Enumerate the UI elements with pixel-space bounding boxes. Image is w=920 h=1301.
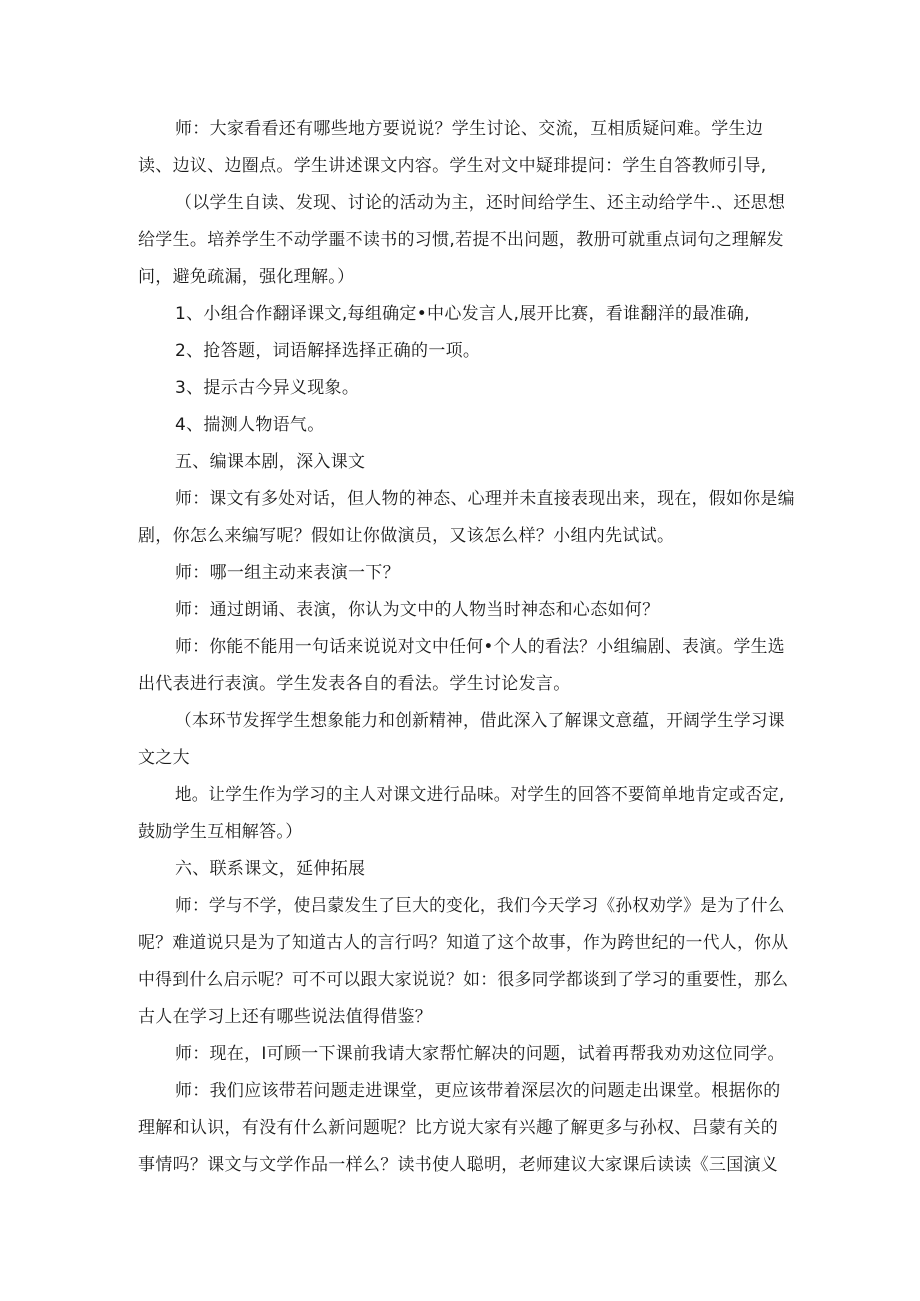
text-line-2: 读、边议、边圈点。学生讲述课文内容。学生对文中疑琲提问：学生自答教师引导, <box>138 156 767 176</box>
text-line-3: （以学生自读、发现、讨论的活动为主，还时间给学生、还主动给学牛.、还思想 <box>175 193 786 213</box>
text-line-24: 中得到什么启示呢？可不可以跟大家说说？如：很多同学都谈到了学习的重要性，那么 <box>138 970 789 990</box>
text-line-15: 师：你能不能用一句话来说说对文中任何•个人的看法？小组编剧、表演。学生选 <box>175 637 785 657</box>
text-line-26: 师：现在，I可顾一下课前我请大家帮忙解决的问题，试着再帮我劝劝这位同学。 <box>175 1044 785 1064</box>
text-line-19: 地。让学生作为学习的主人对课文进行品味。对学生的回答不要简单地肯定或否定, <box>175 785 785 805</box>
text-line-5: 问，避免疏漏，强化理解。） <box>138 267 355 287</box>
text-line-6: 1、小组合作翻译课文,每组确定•中心发言人,展开比赛，看谁翻洋的最准确, <box>175 304 750 324</box>
text-line-27: 师：我们应该带若问题走进课堂，更应该带着深层次的问题走出课堂。根据你的 <box>175 1081 781 1101</box>
text-line-23: 呢？难道说只是为了知道古人的言行吗？知道了这个故事，作为跨世纪的一代人，你从 <box>138 933 789 953</box>
text-line-13: 师：哪一组主动来表演一下？ <box>175 563 400 583</box>
text-line-9: 4、揣测人物语气。 <box>175 415 325 435</box>
text-line-25: 古人在学习上还有哪些说法值得借鉴？ <box>138 1007 433 1027</box>
text-line-1: 师：大家看看还有哪些地方要说说？学生讨论、交流，互相质疑问难。学生边 <box>175 119 764 139</box>
text-line-17: （本环节发挥学生想象能力和创新精神，借此深入了解课文意蕴，开阔学生学习课 <box>175 711 785 731</box>
text-line-12: 剧，你怎么来编写呢？假如让你做演员，又该怎么样？小组内先试试。 <box>138 526 675 546</box>
text-line-28: 理解和认识，有没有什么新问题呢？比方说大家有兴趣了解更多与孙权、吕蒙有关的 <box>138 1118 779 1138</box>
text-line-4: 给学生。培养学生不动学噩不读书的习惯,若提不出问题，教册可就重点词句之理解发 <box>138 230 784 250</box>
text-line-14: 师：通过朗诵、表演，你认为文中的人物当时神态和心态如何？ <box>175 600 660 620</box>
text-line-8: 3、提示古今异义现象。 <box>175 378 360 398</box>
section-heading-5: 五、编课本剧，深入课文 <box>175 452 366 472</box>
text-line-11: 师：课文有多处对话，但人物的神态、心理并未直接表现出来，现在，假如你是编 <box>175 489 795 509</box>
text-line-7: 2、抢答题，词语解择选择正确的一项。 <box>175 341 481 361</box>
text-line-29: 事情吗？课文与文学作品一样么？读书使人聪明，老师建议大家课后读读《三国演义 <box>138 1155 779 1175</box>
text-line-16: 出代表进行表演。学生发表各自的看法。学生讨论发言。 <box>138 674 571 694</box>
text-line-22: 师：学与不学，使吕蒙发生了巨大的变化，我们今天学习《孙权劝学》是为了什么 <box>175 896 785 916</box>
text-line-20: 鼓励学生互相解答。） <box>138 822 303 842</box>
text-line-18: 文之大 <box>138 748 190 768</box>
section-heading-6: 六、联系课文，延伸拓展 <box>175 859 366 879</box>
